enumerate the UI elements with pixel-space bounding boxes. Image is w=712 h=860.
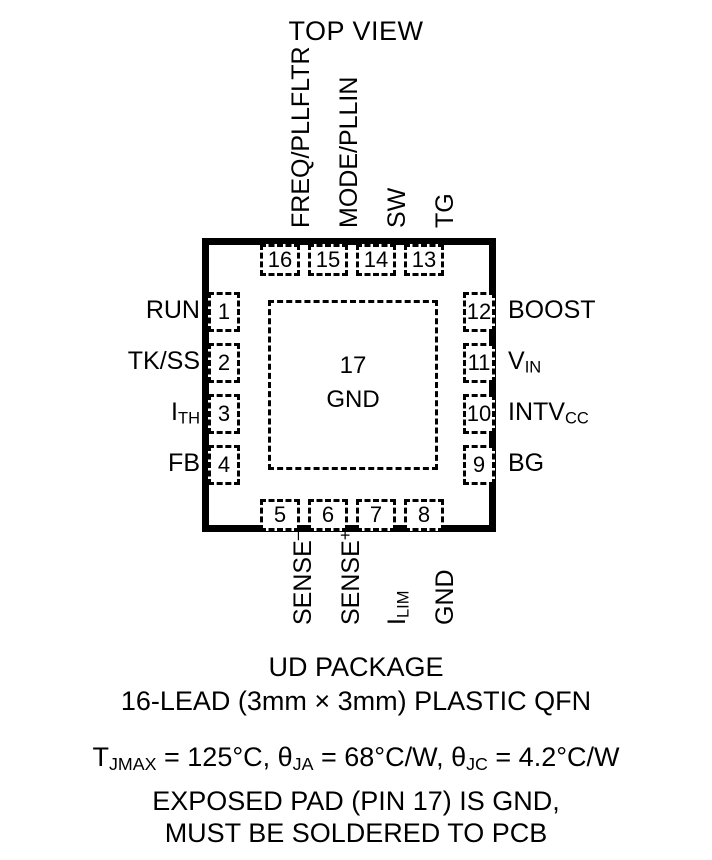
caption-exposed-pad-note-1: EXPOSED PAD (PIN 17) IS GND, — [152, 786, 560, 816]
theta-ja-value: 68°C/W — [344, 742, 437, 772]
pin-pad-10: 10 — [463, 394, 495, 434]
pin-label-gnd: GND — [431, 569, 459, 625]
caption-thermal-data: $T_{JMAX} = 125^\circ C$, $\theta_{JA} = 68^\circ C/W$, $\theta_{JC} = 4.2^\circ C/W$ — [92, 742, 620, 774]
pin-label-intvcc: $INTV_{CC}$ — [508, 398, 589, 428]
pin-pad-5: 5 — [260, 499, 300, 531]
pin-label-sw: SW — [383, 187, 411, 228]
pin-label-sense-minus: SENSE– — [287, 530, 317, 625]
pin-label-mode-pllin: MODE/PLLIN — [335, 76, 363, 228]
pin-pad-8: 8 — [404, 499, 444, 531]
pin-pad-3: 3 — [208, 394, 240, 434]
caption-exposed-pad-note-2: MUST BE SOLDERED TO PCB — [164, 818, 548, 848]
pin-pad-14: 14 — [356, 244, 396, 276]
pin-pad-9: 9 — [463, 445, 495, 485]
pin-label-fb: FB — [168, 449, 200, 477]
pin-label-boost: BOOST — [508, 296, 596, 324]
tjmax-value: 125°C — [187, 742, 263, 772]
exposed-pad-number: 17 — [339, 352, 367, 379]
pin-pad-6: 6 — [308, 499, 348, 531]
pin-pad-13: 13 — [404, 244, 444, 276]
pin-pad-11: 11 — [463, 343, 495, 383]
pin-label-sense-plus: SENSE+ — [335, 530, 365, 625]
pin-label-ith: $I_{TH}$ — [171, 398, 200, 428]
pin-pad-16: 16 — [260, 244, 300, 276]
pin-label-tk-ss: TK/SS — [127, 347, 200, 375]
pin-label-ilim: $I_{LIM}$ — [383, 590, 413, 625]
page-title: TOP VIEW — [288, 16, 424, 46]
pin-pad-7: 7 — [356, 499, 396, 531]
exposed-pad-outline — [268, 300, 438, 470]
pin-label-freq-pllfltr: FREQ/PLLFLTR — [287, 46, 315, 228]
pin-pad-1: 1 — [208, 292, 240, 332]
pin-label-vin: $V_{IN}$ — [508, 347, 542, 377]
exposed-pad-label: GND — [326, 386, 380, 413]
pin-pad-15: 15 — [308, 244, 348, 276]
caption-package-name: UD PACKAGE — [268, 652, 444, 682]
pin-pad-4: 4 — [208, 445, 240, 485]
pin-pad-12: 12 — [463, 292, 495, 332]
pin-label-tg: TG — [431, 193, 459, 228]
pin-pad-2: 2 — [208, 343, 240, 383]
caption-lead-info: 16-LEAD (3mm × 3mm) PLASTIC QFN — [120, 686, 592, 716]
pin-label-bg: BG — [508, 449, 545, 477]
theta-jc-value: 4.2°C/W — [518, 742, 620, 772]
pin-label-run: RUN — [145, 296, 200, 324]
